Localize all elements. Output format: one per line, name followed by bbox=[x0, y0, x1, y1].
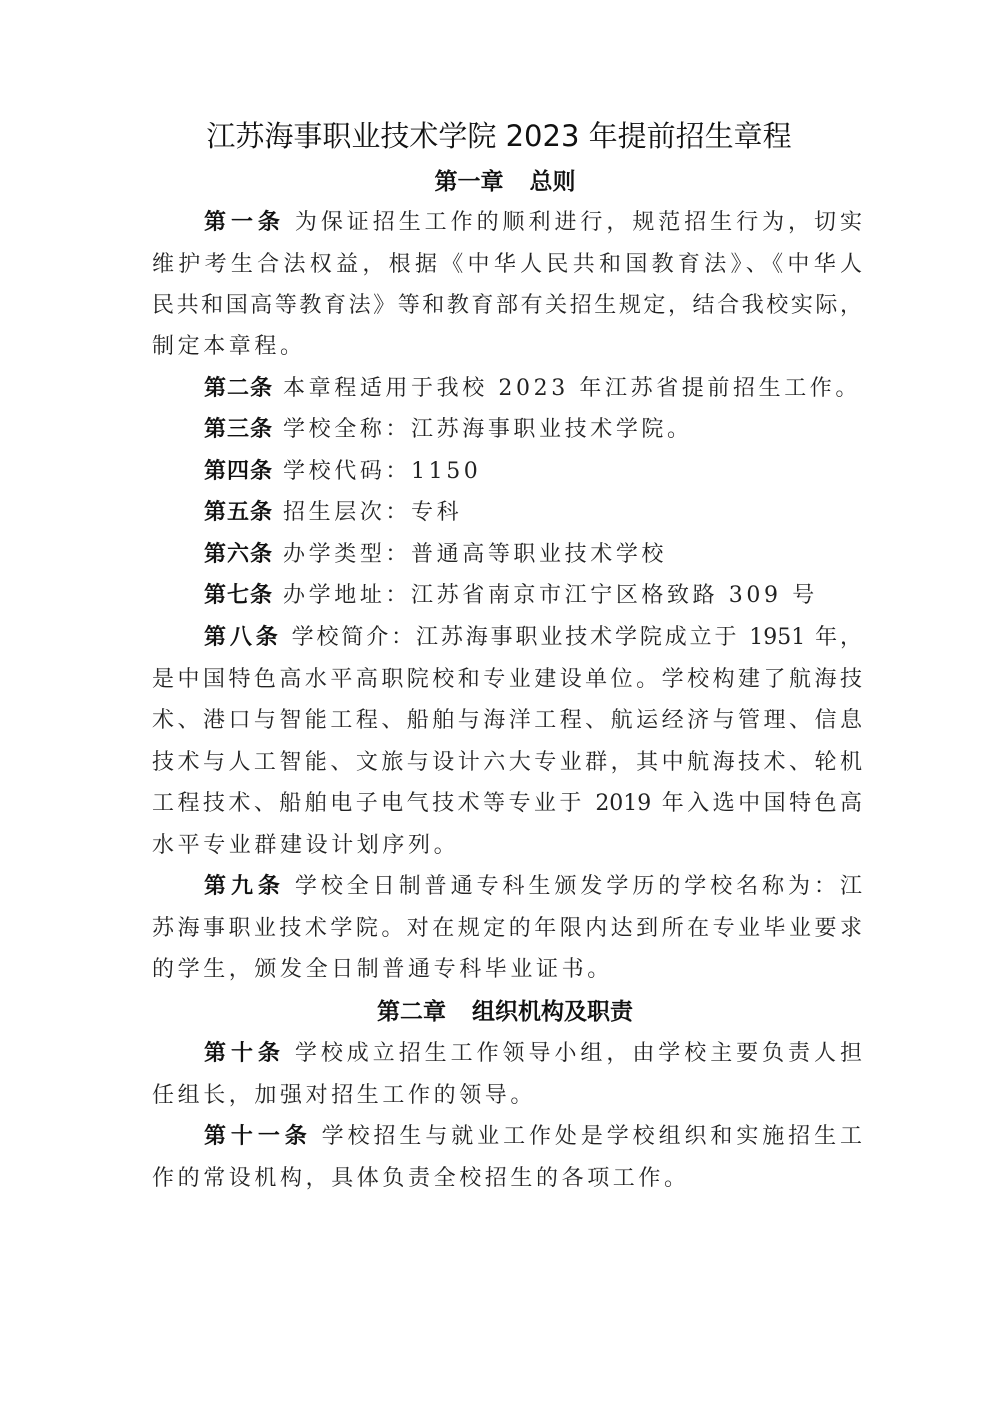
article-9-line-2: 苏海事职业技术学院。对在规定的年限内达到所在专业毕业要求 bbox=[152, 916, 862, 941]
article-8-line-4: 技术与人工智能、文旅与设计六大专业群，其中航海技术、轮机 bbox=[152, 750, 862, 775]
article-1-line-3: 民共和国高等教育法》等和教育部有关招生规定，结合我校实际， bbox=[152, 293, 862, 318]
article-10-line-1 bbox=[204, 1033, 862, 1074]
article-5 bbox=[204, 492, 862, 533]
article-1-line-1 bbox=[204, 202, 862, 243]
article-text: 学校招生与就业工作处是学校组织和实施招生工 bbox=[321, 1124, 862, 1149]
article-8-line-2: 是中国特色高水平高职院校和专业建设单位。学校构建了航海技 bbox=[152, 667, 862, 692]
article-label: 第四条 bbox=[204, 459, 274, 484]
article-4 bbox=[204, 451, 862, 492]
article-text: 办学类型：普通高等职业技术学校 bbox=[283, 542, 668, 567]
article-8-line-3: 术、港口与智能工程、船舶与海洋工程、航运经济与管理、信息 bbox=[152, 708, 862, 733]
article-text: 招生层次：专科 bbox=[283, 500, 463, 525]
article-text: 学校代码：1150 bbox=[283, 459, 482, 484]
article-8-line-1 bbox=[204, 617, 862, 658]
article-2 bbox=[204, 368, 862, 409]
article-label: 第三条 bbox=[204, 417, 274, 442]
article-text: 学校全称：江苏海事职业技术学院。 bbox=[283, 417, 693, 442]
article-label: 第六条 bbox=[204, 542, 274, 567]
article-label: 第七条 bbox=[204, 583, 274, 608]
article-text: 学校简介：江苏海事职业技术学院成立于 1951 年， bbox=[291, 625, 862, 650]
article-label: 第九条 bbox=[204, 874, 285, 899]
article-text: 学校成立招生工作领导小组，由学校主要负责人担 bbox=[294, 1041, 862, 1066]
article-text: 办学地址：江苏省南京市江宁区格致路 309 号 bbox=[283, 583, 818, 608]
article-10-line-2: 任组长，加强对招生工作的领导。 bbox=[152, 1083, 537, 1108]
article-8-line-6: 水平专业群建设计划序列。 bbox=[152, 833, 460, 858]
chapter-name: 总则 bbox=[529, 169, 576, 195]
chapter-heading-1 bbox=[0, 164, 998, 200]
article-label: 第二条 bbox=[204, 376, 274, 401]
article-label: 第八条 bbox=[204, 625, 282, 650]
article-11-line-2: 作的常设机构，具体负责全校招生的各项工作。 bbox=[152, 1166, 690, 1191]
article-text: 本章程适用于我校 2023 年江苏省提前招生工作。 bbox=[283, 376, 861, 401]
article-label: 第五条 bbox=[204, 500, 274, 525]
article-8-line-5: 工程技术、船舶电子电气技术等专业于 2019 年入选中国特色高 bbox=[152, 791, 862, 816]
chapter-name: 组织机构及职责 bbox=[472, 999, 633, 1025]
chapter-heading-2 bbox=[0, 994, 998, 1030]
article-9-line-1 bbox=[204, 866, 862, 907]
article-1-line-2: 维护考生合法权益，根据《中华人民共和国教育法》、《中华人 bbox=[152, 252, 862, 277]
article-11-line-1 bbox=[204, 1116, 862, 1157]
article-6 bbox=[204, 534, 862, 575]
article-1-line-4: 制定本章程。 bbox=[152, 334, 306, 359]
article-label: 第一条 bbox=[204, 210, 285, 235]
article-text: 学校全日制普通专科生颁发学历的学校名称为：江 bbox=[294, 874, 862, 899]
chapter-number: 第二章 bbox=[377, 999, 446, 1025]
article-label: 第十条 bbox=[204, 1041, 285, 1066]
article-9-line-3: 的学生，颁发全日制普通专科毕业证书。 bbox=[152, 957, 613, 982]
chapter-number: 第一章 bbox=[434, 169, 504, 195]
document-title: 江苏海事职业技术学院 2023 年提前招生章程 bbox=[206, 119, 792, 153]
article-3 bbox=[204, 409, 862, 450]
article-7 bbox=[204, 575, 862, 616]
article-label: 第十一条 bbox=[204, 1124, 312, 1149]
article-text: 为保证招生工作的顺利进行，规范招生行为，切实 bbox=[294, 210, 862, 235]
